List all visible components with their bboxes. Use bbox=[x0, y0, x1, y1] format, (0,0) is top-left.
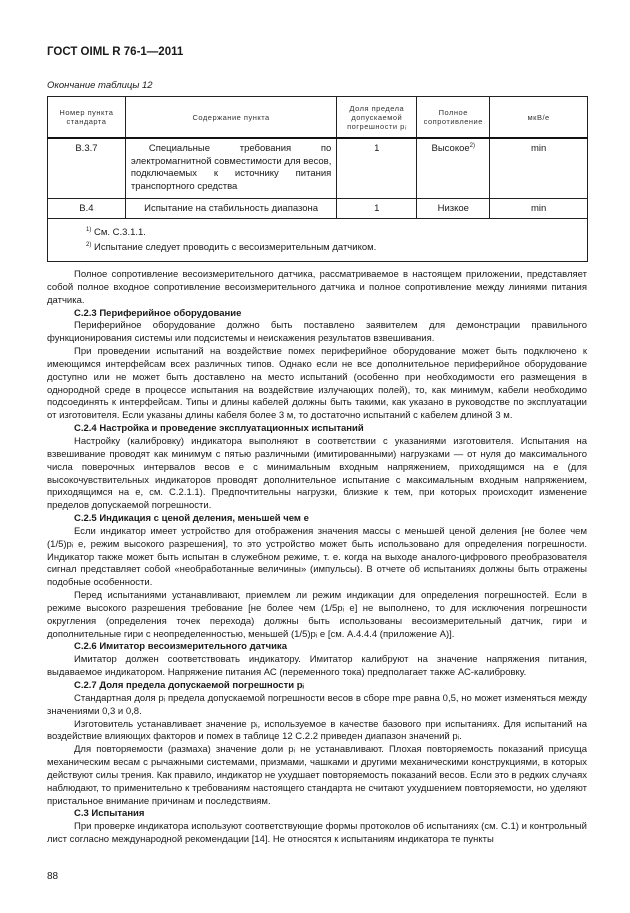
section-heading: С.2.6 Имитатор весоизмерительного датчика bbox=[74, 641, 287, 653]
paragraph: Полное сопротивление весоизмерительного датчика, рассматриваемое в настоящем приложении, представляет собой полное входное сопротивление весоизмерительного датчика и полное сопротивление между линиями питания датчика. bbox=[47, 269, 587, 306]
paragraph: Если индикатор имеет устройство для отображения значения массы с меньшей ценой деления [не более чем (1/5)pᵢ e, режим высокого разрешения], то это устройство может быть использовано для определения погрешности. Индикатор также может быть испытан в служебном режиме, т. е. когда на выходе аналого-цифрового преобразователя сигнал представляет собой «необработанные величины» (импульсы). В отчете об испытаниях должны быть отражены подобные особенности. bbox=[47, 525, 587, 589]
footnote-text: См. С.3.1.1. bbox=[93, 226, 146, 238]
paragraph: Периферийное оборудование должно быть поставлено заявителем для демонстрации правильного функционирования системы или подсистемы и неискажения результатов взвешивания. bbox=[47, 320, 587, 345]
section-heading: С.2.7 Доля предела допускаемой погрешности pᵢ bbox=[74, 680, 304, 691]
footnote-mark: 1) bbox=[86, 226, 92, 233]
footnote-ref: 2) bbox=[469, 143, 475, 149]
page-number: 88 bbox=[47, 871, 59, 882]
cell-num: B.4 bbox=[48, 198, 126, 218]
col-header-resistance: Полное сопротивление bbox=[417, 97, 490, 139]
table-row bbox=[48, 138, 588, 198]
footnote-mark: 2) bbox=[86, 242, 92, 249]
section-heading: С.2.5 Индикация с ценой деления, меньшей чем e bbox=[74, 513, 309, 525]
col-header-content: Содержание пункта bbox=[125, 97, 336, 139]
paragraph: При проведении испытаний на воздействие помех периферийное оборудование может быть подключено к имеющимся интерфейсам всех различных типов. Однако если не все дополнительное периферийное оборудование доступно или не может быть доставлено на место испытаний (особенно при необходимости его размещения в однородной среде в процессе испытания на воздействие излучающих полей), то, как минимум, кабели необходимо подсоединять к интерфейсам. Типы и длины кабелей должны быть такими, как указано в руководстве по эксплуатации от изготовителя. Если указаны длины кабеля более 3 м, то достаточно испытаний с кабелем длиной 3 м. bbox=[47, 346, 587, 422]
cell-content: Испытание на стабильность диапазона bbox=[125, 198, 336, 218]
paragraph: Стандартная доля pᵢ предела допускаемой погрешности весов в сборе mpe равна 0,5, но может изменяться между значениями 0,3 и 0,8. bbox=[47, 692, 587, 717]
resistance-value: Высокое bbox=[431, 143, 470, 155]
cell-resistance: Низкое bbox=[417, 198, 490, 218]
section-heading: С.2.4 Настройка и проведение эксплуатационных испытаний bbox=[74, 423, 364, 435]
footnote bbox=[86, 224, 582, 240]
paragraph: Для повторяемости (размаха) значение доли pᵢ не устанавливают. Плохая повторяемость показаний присуща механическим весам с рычажными системами, призмами, чашками и другими механическими конструкциями, в которых действуют силы трения. Как правило, индикатор не ухудшает повторяемость показаний весов. Если это в редких случаях наблюдают, то применительно к требованиям настоящего стандарта не считают ухудшением повторяемости, но уделяют пристальное внимание причинам и последствиям. bbox=[47, 744, 587, 807]
paragraph: Изготовитель устанавливает значение pᵢ, используемое в качестве базового при испытаниях. Для испытаний на воздействие влияющих факторов и помех в таблице 12 С.2.2 приведен диапазон значений pᵢ. bbox=[47, 718, 587, 743]
document-header: ГОСТ OIML R 76-1—2011 bbox=[47, 46, 184, 58]
cell-num: B.3.7 bbox=[48, 138, 126, 198]
cell-unit: min bbox=[490, 138, 588, 198]
paragraph: Настройку (калибровку) индикатора выполняют в соответствии с указаниями изготовителя. Испытания на взвешивание проводят как минимум с пятью различными (имитированными) нагрузками — от нуля до максимального числа поверочных интервалов весов e с минимальным входным напряжением, приходящимся на e (для высокочувствительных индикаторов проводят дополнительное испытание с максимальным входным напряжением, приходящимся на e, см. С.2.1.1). Предпочтительны нагрузки, близкие к тем, при которых происходит изменение пределов допускаемой погрешности. bbox=[47, 435, 587, 512]
col-header-num: Номер пункта стандарта bbox=[48, 97, 126, 139]
paragraph: Перед испытаниями устанавливают, приемлем ли режим индикации для определения погрешностей. Если в режиме высокого разрешения требование [не более чем (1/5pᵢ e] не выполнено, то для исключения погрешности округления (определения точек перехода) должны быть использованы весоизмерительный датчик, гири и дополнительные гири с неопределенностью, меньшей (1/5)pᵢ e [см. А.4.4.4 (приложение А)]. bbox=[47, 590, 587, 640]
cell-share: 1 bbox=[337, 198, 417, 218]
col-header-unit: мкВ/e bbox=[490, 97, 588, 139]
section-heading: С.2.3 Периферийное оборудование bbox=[74, 307, 242, 319]
section-heading: С.3 Испытания bbox=[74, 808, 145, 820]
cell-unit: min bbox=[490, 198, 588, 218]
paragraph: Имитатор должен соответствовать индикатору. Имитатор калибруют на значение напряжения питания, выдаваемое индикатором. Напряжение питания АС (переменного тока) предполагает также АС-калибровку. bbox=[47, 654, 587, 679]
table-caption: Окончание таблицы 12 bbox=[47, 80, 153, 91]
col-header-share: Доля предела допускаемой погрешности pᵢ bbox=[337, 97, 417, 139]
footnote-text: Испытание следует проводить с весоизмерительным датчиком. bbox=[93, 242, 377, 254]
body-text bbox=[47, 269, 587, 847]
cell-content: Специальные требования по электромагнитной совместимости для весов, подключаемых к источнику питания транспортного средства bbox=[125, 138, 336, 198]
table-header-row bbox=[48, 97, 588, 139]
cell-resistance bbox=[417, 138, 490, 198]
footnote bbox=[86, 239, 582, 255]
table-12 bbox=[47, 96, 588, 262]
table-row bbox=[48, 198, 588, 218]
cell-share: 1 bbox=[337, 138, 417, 198]
paragraph: При проверке индикатора используют соответствующие формы протоколов об испытаниях (см. С.1) и контрольный лист согласно международной рекомендации [14]. Не относятся к испытаниям индикатора те пункты bbox=[47, 821, 587, 846]
table-footnotes bbox=[48, 218, 588, 261]
